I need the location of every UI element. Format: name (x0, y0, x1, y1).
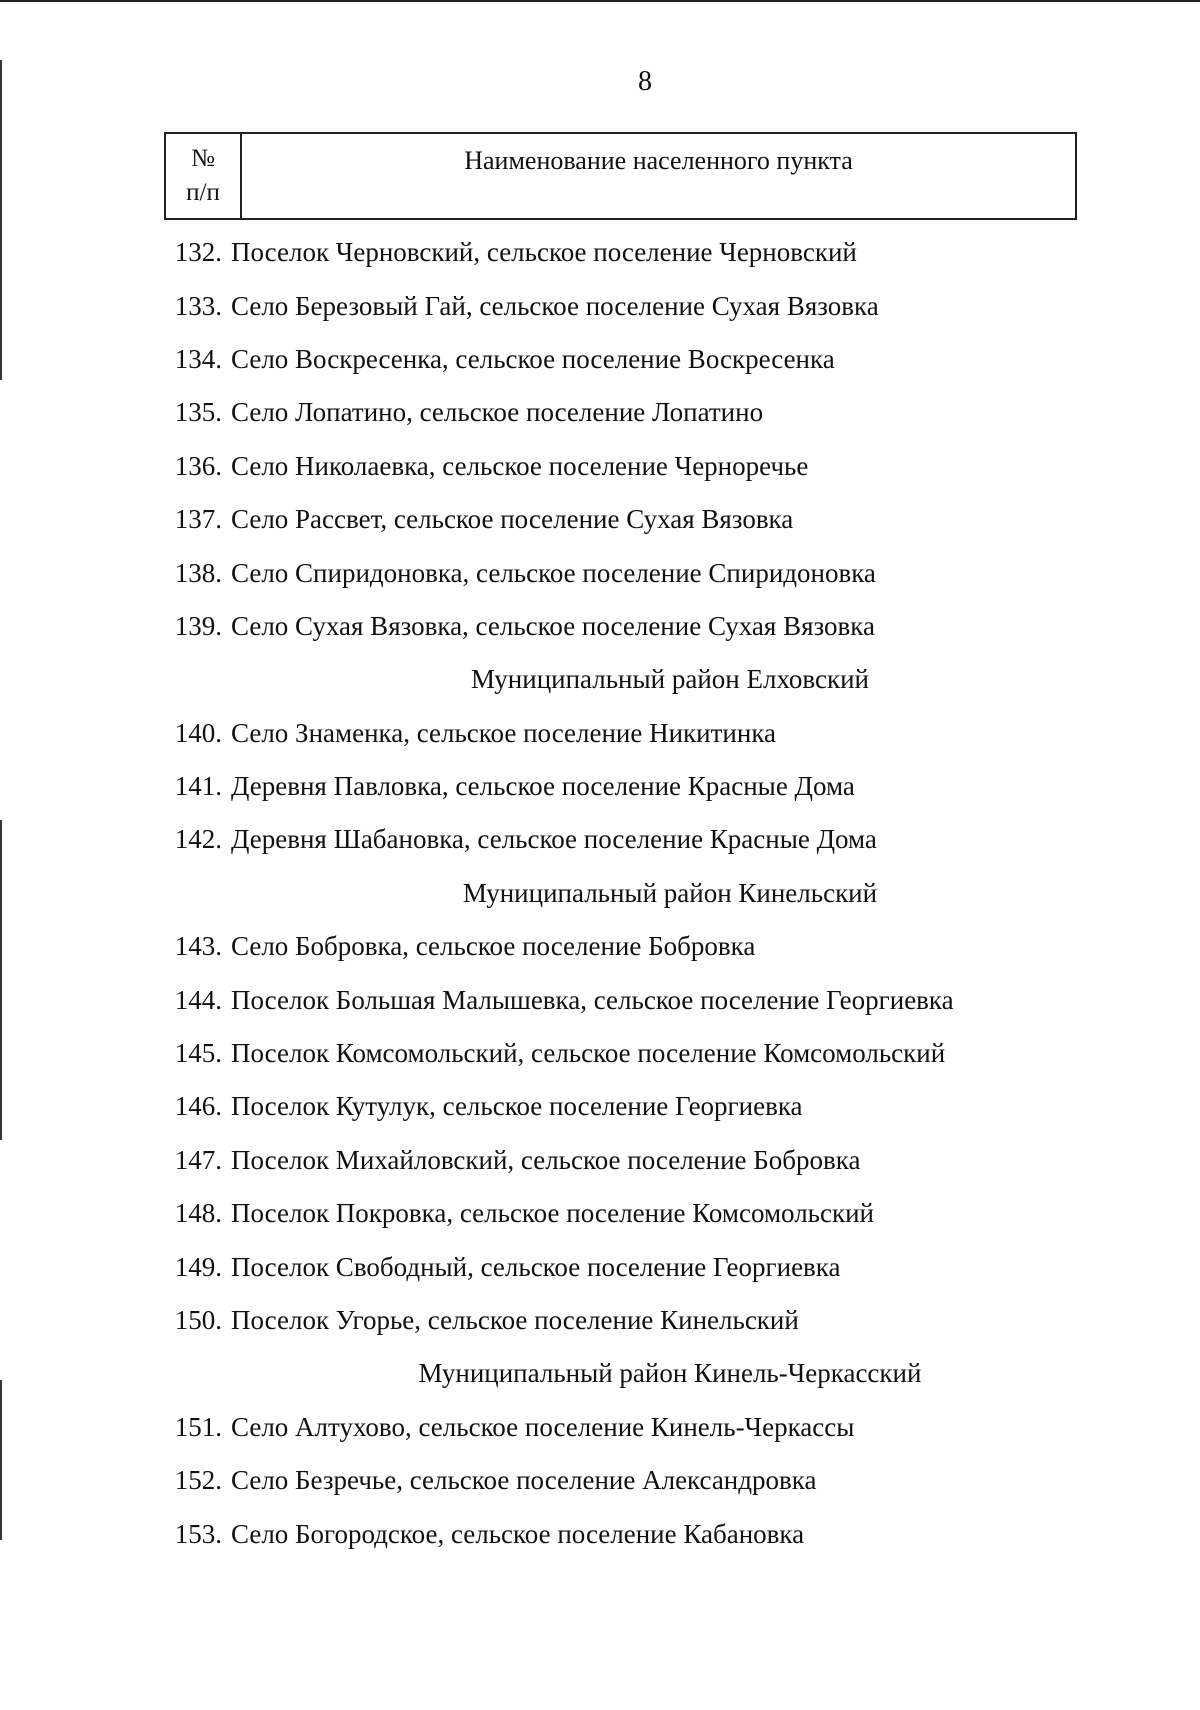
list-item (0, 707, 1200, 760)
settlement-name: Село Березовый Гай, сельское поселение Сухая Вязовка (231, 290, 879, 321)
list-item (0, 1401, 1200, 1454)
number-column-header (166, 134, 242, 218)
table-header (164, 132, 1077, 220)
item-number: 149. (174, 1251, 222, 1282)
settlement-name: Поселок Покровка, сельское поселение Комсомольский (231, 1198, 874, 1229)
list-item (0, 600, 1200, 653)
district-heading: Муниципальный район Кинельский (462, 877, 878, 908)
number-sign-label: № (191, 145, 215, 172)
list-item (0, 546, 1200, 599)
item-number: 146. (174, 1091, 222, 1122)
item-number: 140. (174, 717, 222, 748)
item-number: 150. (174, 1305, 222, 1335)
district-heading: Муниципальный район Кинель-Черкасский (418, 1358, 922, 1389)
settlement-name: Село Богородское, сельское поселение Кабановка (231, 1518, 805, 1549)
settlement-name: Поселок Свободный, сельское поселение Георгиевка (231, 1251, 841, 1282)
top-scan-border (0, 0, 1200, 2)
item-number: 143. (174, 931, 222, 962)
item-number: 138. (174, 557, 222, 588)
name-column-header: Наименование населенного пункта (464, 146, 853, 175)
list-item (0, 1080, 1200, 1133)
item-number: 148. (174, 1198, 222, 1229)
list-item (0, 1454, 1200, 1507)
settlement-name: Село Воскресенка, сельское поселение Воскресенка (231, 343, 835, 374)
item-number: 144. (174, 984, 222, 1015)
list-item (0, 1134, 1200, 1187)
settlement-name: Село Николаевка, сельское поселение Черноречье (231, 450, 809, 481)
settlement-name: Село Лопатино, сельское поселение Лопатино (231, 397, 764, 428)
list-item (0, 1294, 1200, 1347)
district-heading: Муниципальный район Елховский (470, 664, 870, 695)
settlement-name: Село Алтухово, сельское поселение Кинель-Черкассы (231, 1411, 855, 1442)
settlement-name: Село Знаменка, сельское поселение Никитинка (231, 717, 777, 748)
settlement-name: Село Безречье, сельское поселение Александровка (231, 1465, 817, 1496)
settlement-name: Деревня Павловка, сельское поселение Красные Дома (231, 771, 855, 802)
list-item (0, 226, 1200, 279)
item-number: 134. (174, 343, 222, 374)
list-item (0, 760, 1200, 813)
list-item (0, 813, 1200, 866)
item-number: 147. (174, 1144, 222, 1175)
item-number: 132. (174, 237, 222, 268)
list-item (0, 1240, 1200, 1293)
item-number: 151. (174, 1411, 222, 1442)
settlement-name: Поселок Черновский, сельское поселение Черновский (231, 237, 857, 268)
item-number: 133. (174, 290, 222, 321)
list-item (0, 386, 1200, 439)
item-number: 142. (174, 824, 222, 855)
settlement-name: Поселок Михайловский, сельское поселение Бобровка (231, 1144, 861, 1175)
list-item (0, 1027, 1200, 1080)
page-number: 8 (638, 66, 652, 97)
settlement-list (0, 226, 1200, 1561)
list-item (0, 279, 1200, 332)
item-number: 152. (174, 1465, 222, 1496)
item-number: 153. (174, 1518, 222, 1549)
list-item (0, 920, 1200, 973)
item-number: 145. (174, 1038, 222, 1069)
settlement-name: Поселок Угорье, сельское поселение Кинельский (231, 1305, 799, 1335)
list-item (0, 1507, 1200, 1560)
settlement-name: Село Рассвет, сельское поселение Сухая Вязовка (231, 504, 794, 535)
list-item (0, 1187, 1200, 1240)
settlement-name: Село Сухая Вязовка, сельское поселение Сухая Вязовка (231, 610, 875, 641)
item-number: 139. (174, 610, 222, 641)
settlement-name: Поселок Кутулук, сельское поселение Георгиевка (231, 1091, 803, 1122)
item-number: 135. (174, 397, 222, 428)
settlement-name: Село Спиридоновка, сельское поселение Спиридоновка (231, 557, 876, 588)
item-number: 136. (174, 450, 222, 481)
settlement-name: Поселок Большая Малышевка, сельское поселение Георгиевка (231, 984, 954, 1015)
list-item (0, 333, 1200, 386)
list-item (0, 440, 1200, 493)
serial-label: п/п (186, 179, 220, 206)
item-number: 141. (174, 771, 222, 802)
settlement-name: Поселок Комсомольский, сельское поселение Комсомольский (231, 1038, 946, 1069)
list-item (0, 493, 1200, 546)
list-item (0, 973, 1200, 1026)
item-number: 137. (174, 504, 222, 535)
settlement-name: Деревня Шабановка, сельское поселение Красные Дома (231, 824, 877, 855)
settlement-name: Село Бобровка, сельское поселение Бобровка (231, 931, 756, 962)
